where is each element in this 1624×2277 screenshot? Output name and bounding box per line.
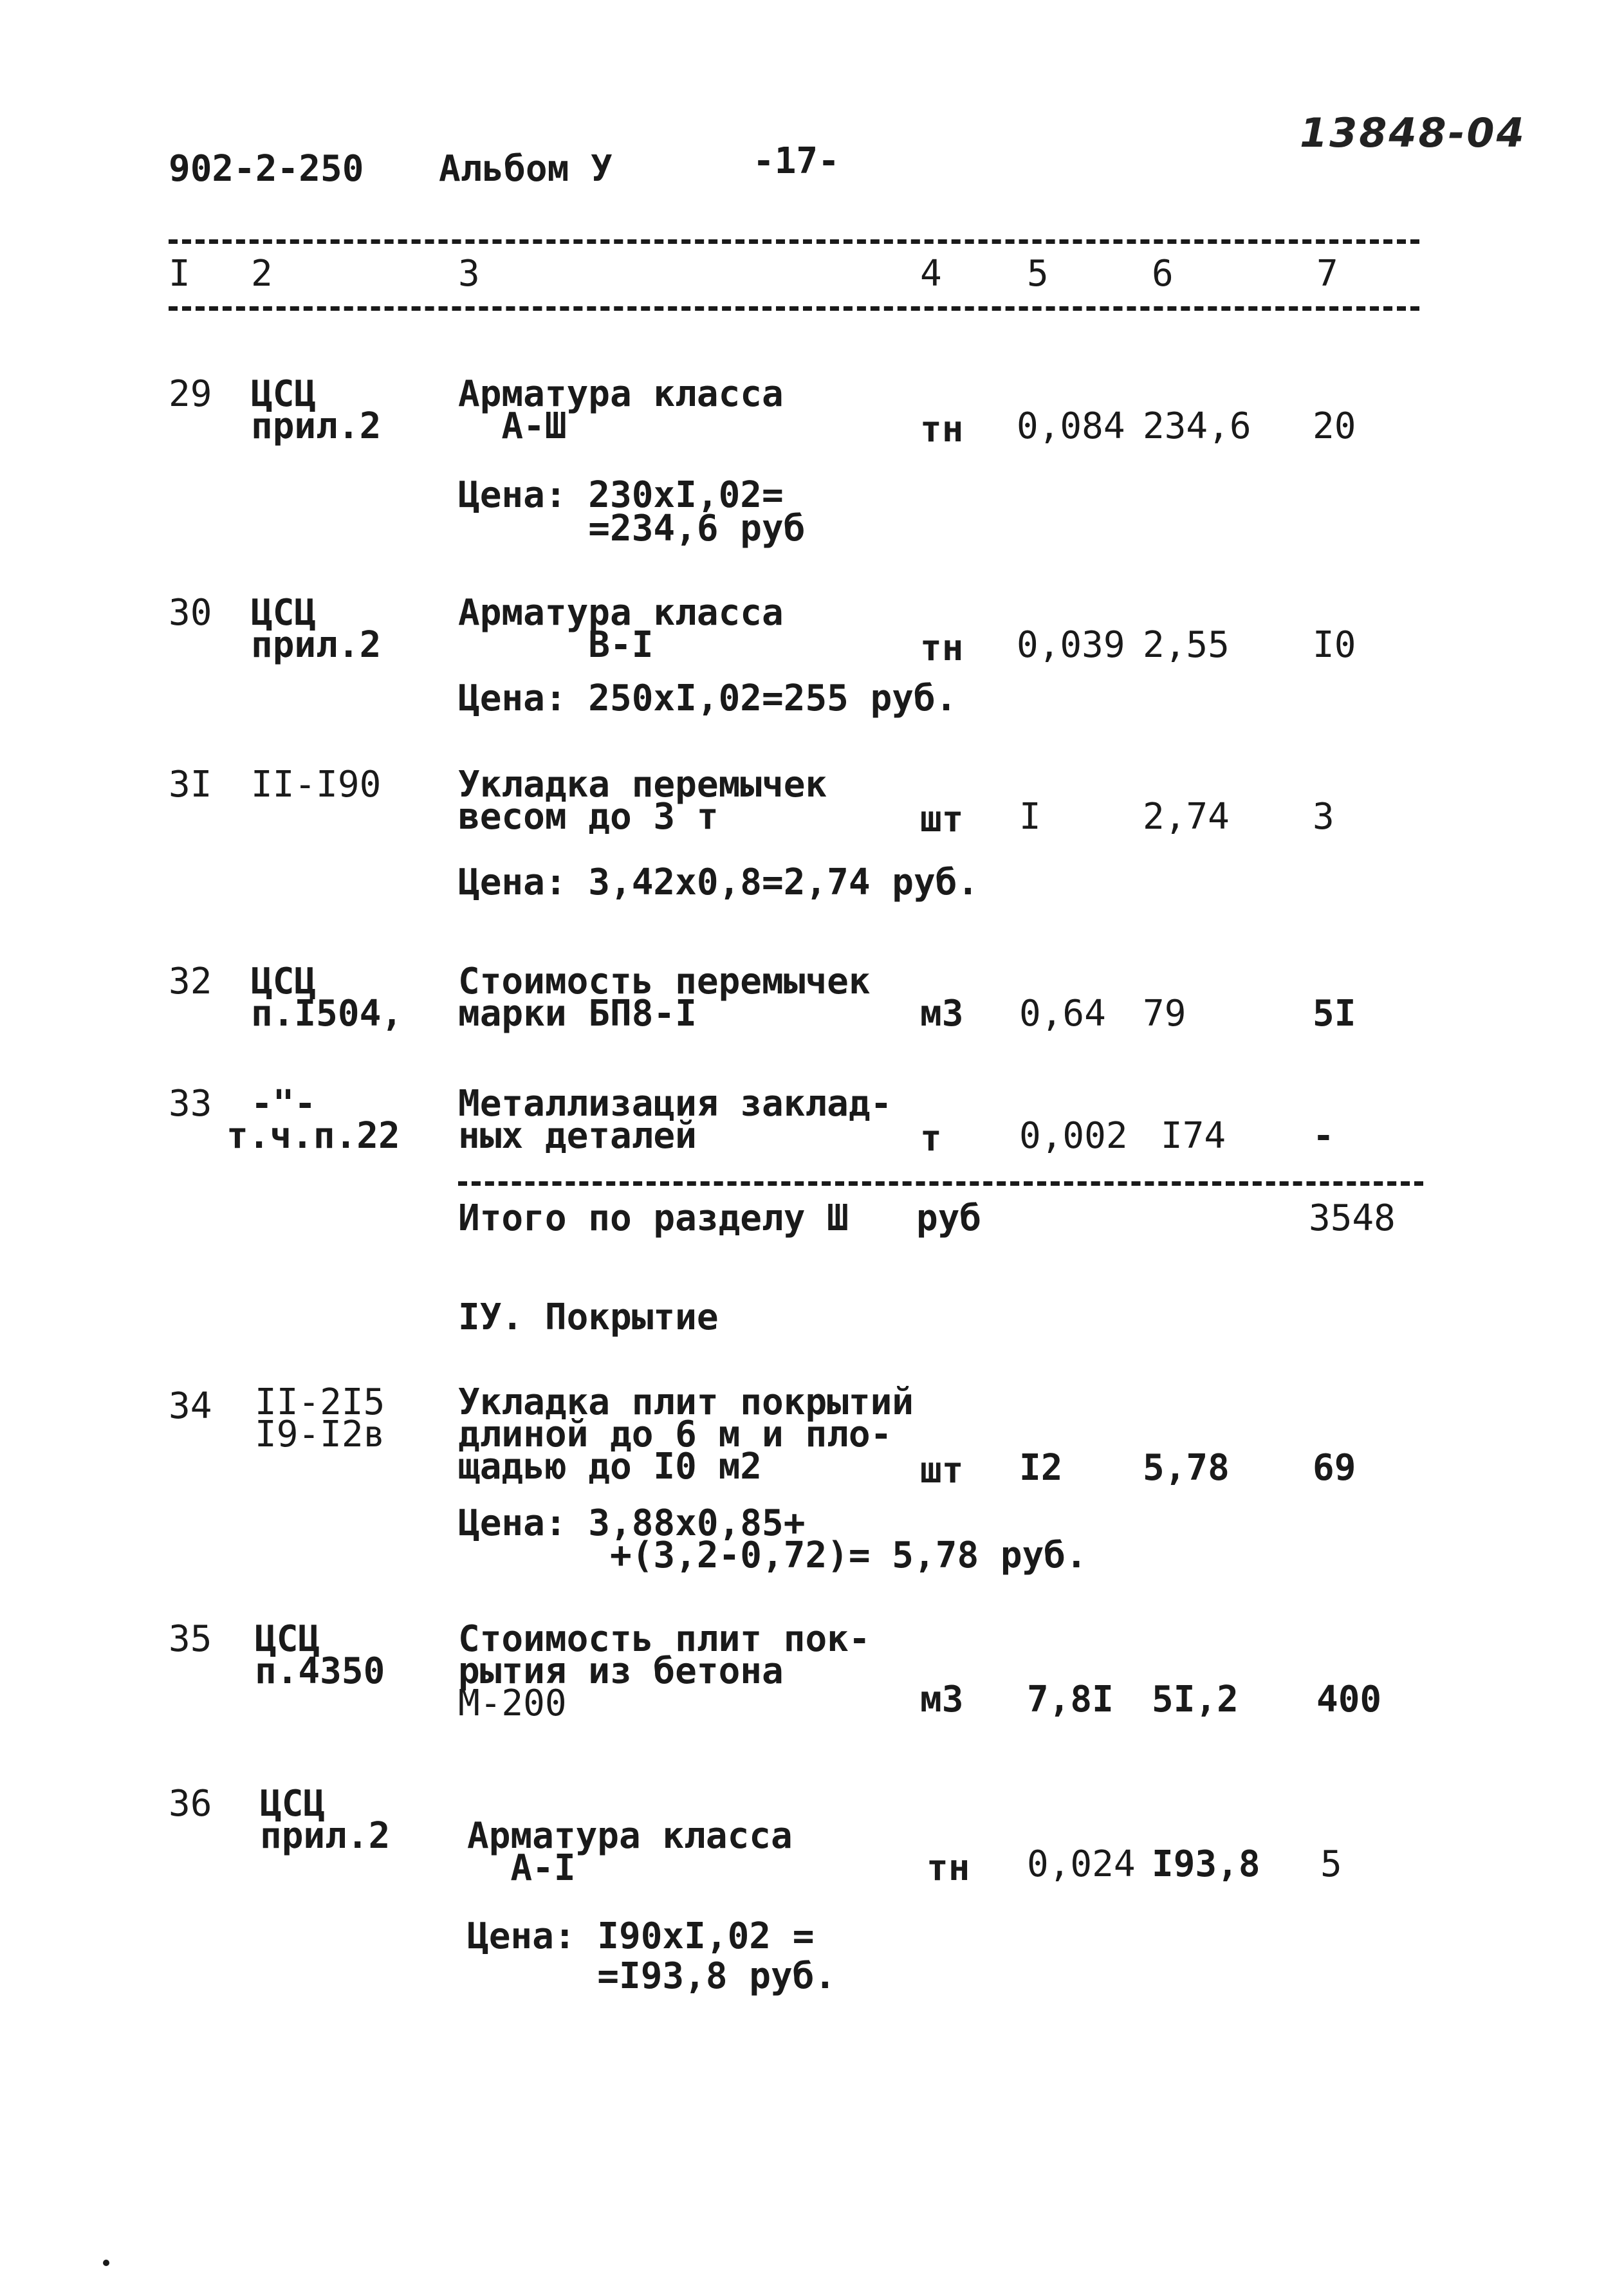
col-header-3: 3: [458, 253, 480, 295]
row-description: Арматура класса: [458, 592, 784, 634]
row-price: 79: [1143, 993, 1186, 1035]
row-total: 20: [1313, 405, 1356, 447]
row-quantity: 7,8I: [1027, 1679, 1114, 1720]
row-number: 29: [169, 373, 212, 415]
row-total: 69: [1313, 1447, 1356, 1489]
col-header-4: 4: [920, 253, 942, 295]
row-code: ЦСЦ: [251, 373, 317, 415]
row-price: I93,8: [1152, 1843, 1260, 1885]
row-description: щадью до I0 м2: [458, 1446, 762, 1488]
row-code: II-2I5: [255, 1381, 385, 1423]
row-description: длиной до 6 м и пло-: [458, 1414, 892, 1455]
subtotal-label: Итого по разделу Ш: [458, 1197, 849, 1239]
header-top-rule: [169, 239, 1419, 244]
row-price-note: Цена: 230хI,02=: [458, 474, 784, 516]
row-unit: тн: [920, 409, 964, 450]
row-price-note: Цена: 250хI,02=255 руб.: [458, 678, 957, 719]
row-code: ЦСЦ: [255, 1618, 320, 1660]
row-price-note: Цена: 3,42х0,8=2,74 руб.: [458, 862, 979, 903]
row-description: Арматура класса: [467, 1815, 793, 1857]
row-quantity: 0,084: [1017, 405, 1125, 447]
row-code: ЦСЦ: [260, 1783, 326, 1825]
row-number: 36: [169, 1783, 212, 1825]
row-description: В-I: [458, 624, 654, 666]
row-unit: т: [920, 1118, 942, 1159]
doc-number: 902-2-250: [169, 148, 364, 190]
row-description: Стоимость перемычек: [458, 961, 871, 1002]
row-quantity: 0,002: [1019, 1115, 1128, 1157]
row-quantity: 0,64: [1019, 993, 1106, 1035]
row-code: I9-I2в: [255, 1414, 385, 1455]
row-total: 5: [1320, 1843, 1342, 1885]
row-price-note: =234,6 руб: [458, 508, 806, 549]
scan-speck: [103, 2260, 109, 2266]
col-header-5: 5: [1027, 253, 1049, 295]
row-total: 3: [1313, 796, 1334, 838]
row-price-note: Цена: I90хI,02 =: [467, 1915, 815, 1957]
row-price: I74: [1161, 1115, 1226, 1157]
col-header-6: 6: [1152, 253, 1174, 295]
row-price-note: Цена: 3,88х0,85+: [458, 1502, 806, 1544]
row-description: весом до 3 т: [458, 796, 719, 838]
section-title: IУ. Покрытие: [458, 1296, 719, 1338]
row-unit: шт: [920, 798, 964, 840]
row-price: 2,55: [1143, 624, 1230, 666]
row-quantity: 0,024: [1027, 1843, 1136, 1885]
row-code: прил.2: [251, 405, 382, 447]
row-description: А-Ш: [458, 405, 567, 447]
row-code: п.I504,: [251, 993, 403, 1035]
col-header-1: I: [169, 253, 190, 295]
row-code: прил.2: [260, 1815, 391, 1857]
row-unit: шт: [920, 1450, 964, 1491]
row-code: т.ч.п.22: [226, 1115, 400, 1157]
row-description: марки БП8-I: [458, 993, 697, 1035]
row-description: ных деталей: [458, 1115, 697, 1157]
row-quantity: I: [1019, 796, 1041, 838]
row-code: ЦСЦ: [251, 961, 317, 1002]
subtotal-rule: [458, 1181, 1423, 1186]
row-unit: м3: [920, 1679, 964, 1720]
row-total: -: [1313, 1115, 1334, 1157]
archive-number: 13848-04: [1300, 109, 1526, 156]
col-header-2: 2: [251, 253, 273, 295]
row-code: ЦСЦ: [251, 592, 317, 634]
col-header-7: 7: [1316, 253, 1338, 295]
row-code: -"-: [251, 1083, 317, 1125]
row-description: А-I: [467, 1847, 576, 1889]
row-total: 5I: [1313, 993, 1356, 1035]
row-description: Укладка перемычек: [458, 764, 827, 806]
row-number: 32: [169, 961, 212, 1002]
row-number: 34: [169, 1385, 212, 1427]
row-total: 400: [1316, 1679, 1382, 1720]
row-price: 5I,2: [1152, 1679, 1239, 1720]
row-code: прил.2: [251, 624, 382, 666]
row-unit: м3: [920, 993, 964, 1035]
row-description: Арматура класса: [458, 373, 784, 415]
page-number: -17-: [753, 140, 840, 182]
row-description: Стоимость плит пок-: [458, 1618, 871, 1660]
row-description: Металлизация заклад-: [458, 1083, 892, 1125]
row-price: 234,6: [1143, 405, 1251, 447]
row-number: 3I: [169, 764, 212, 806]
row-number: 35: [169, 1618, 212, 1660]
header-bottom-rule: [169, 306, 1419, 311]
row-quantity: I2: [1019, 1447, 1063, 1489]
row-description: М-200: [458, 1682, 567, 1724]
row-price: 2,74: [1143, 796, 1230, 838]
row-unit: тн: [920, 627, 964, 669]
row-unit: тн: [927, 1847, 970, 1889]
row-price: 5,78: [1143, 1447, 1230, 1489]
row-number: 30: [169, 592, 212, 634]
row-number: 33: [169, 1083, 212, 1125]
album-label: Альбом У: [439, 148, 613, 190]
row-price-note: =I93,8 руб.: [467, 1955, 836, 1997]
row-total: I0: [1313, 624, 1356, 666]
subtotal-unit: руб: [916, 1197, 982, 1239]
row-quantity: 0,039: [1017, 624, 1125, 666]
row-code: п.4350: [255, 1650, 385, 1692]
row-description: рытия из бетона: [458, 1650, 784, 1692]
subtotal-total: 3548: [1309, 1197, 1396, 1239]
row-code: II-I90: [251, 764, 382, 806]
row-price-note: +(3,2-0,72)= 5,78 руб.: [458, 1535, 1087, 1576]
row-description: Укладка плит покрытий: [458, 1381, 914, 1423]
